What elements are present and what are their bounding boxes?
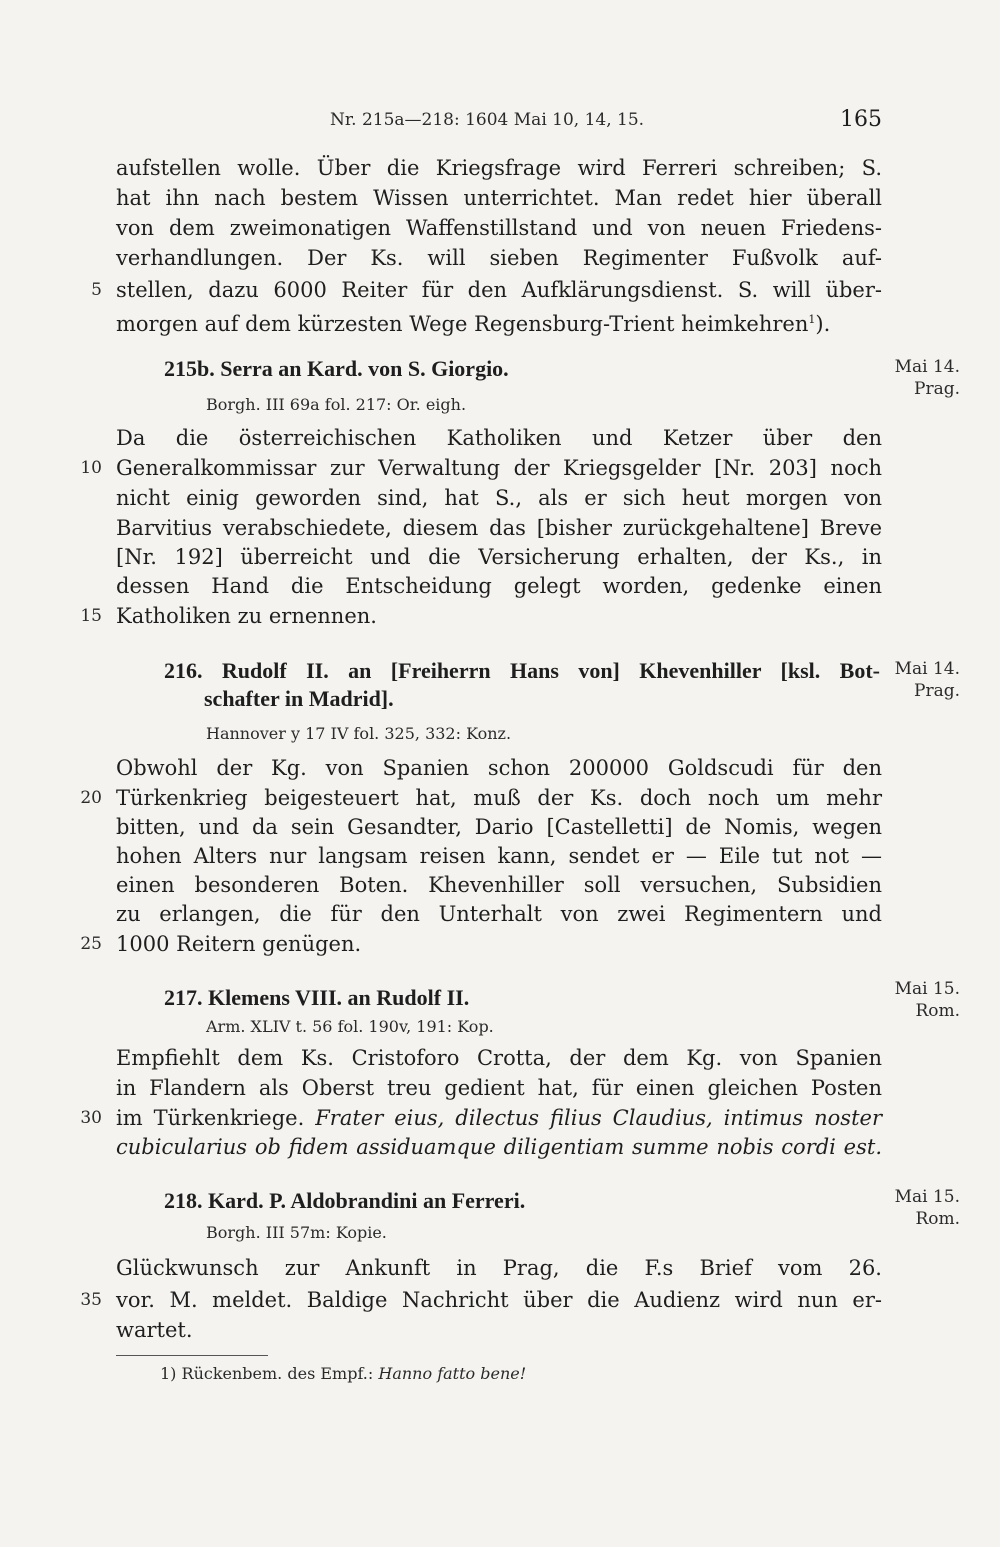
place-note: Rom.: [915, 1209, 960, 1229]
footnote-quote: Hanno fatto bene!: [378, 1364, 527, 1383]
source-citation: Borgh. III 57m: Kopie.: [206, 1223, 387, 1242]
line-number: 25: [80, 934, 102, 954]
document-heading-217: 217. Klemens VIII. an Rudolf II.: [164, 985, 470, 1010]
document-heading-216-cont: schafter in Madrid].: [204, 686, 394, 711]
date-note: Mai 14.: [894, 659, 960, 679]
text-line: Türkenkrieg beigesteuert hat, muß der Ks. doch noch um mehr: [116, 786, 882, 810]
text-line: wartet.: [116, 1318, 193, 1342]
text-line: vor. M. meldet. Baldige Nachricht über die Audienz wird nun er-: [116, 1288, 882, 1312]
text-line: von dem zweimonatigen Waffenstillstand und von neuen Friedens-: [116, 216, 882, 240]
text-line: aufstellen wolle. Über die Kriegsfrage wird Ferreri schreiben; S.: [116, 156, 882, 180]
date-note: Mai 14.: [894, 357, 960, 377]
footnote-reference: 1: [808, 313, 816, 326]
document-heading-218: 218. Kard. P. Aldobrandini an Ferreri.: [164, 1188, 526, 1213]
text-line: in Flandern als Oberst treu gedient hat, für einen gleichen Posten: [116, 1076, 882, 1100]
line-number: 35: [80, 1290, 102, 1310]
latin-quote: Frater eius, dilectus filius Claudius, intimus noster: [315, 1106, 882, 1130]
footnote-text: Rückenbem. des Empf.:: [181, 1364, 379, 1383]
text-line: [Nr. 192] überreicht und die Versicherung erhalten, der Ks., in: [116, 545, 882, 569]
text-line: nicht einig geworden sind, hat S., als er sich heut morgen von: [116, 486, 882, 510]
line-number: 10: [80, 458, 102, 478]
line-number: 5: [91, 280, 102, 300]
source-citation: Arm. XLIV t. 56 fol. 190v, 191: Kop.: [206, 1017, 494, 1036]
text-line: Generalkommissar zur Verwaltung der Kriegsgelder [Nr. 203] noch: [116, 456, 882, 480]
document-heading-215b: 215b. Serra an Kard. von S. Giorgio.: [164, 356, 509, 381]
place-note: Prag.: [914, 379, 960, 399]
text-line-content: morgen auf dem kürzesten Wege Regensburg-Trient heimkehren: [116, 312, 809, 336]
page-number: 165: [840, 107, 882, 132]
footnote-divider: [116, 1355, 268, 1356]
footnote: [160, 1363, 526, 1385]
text-line: Glückwunsch zur Ankunft in Prag, die F.s Brief vom 26.: [116, 1256, 882, 1280]
text-line-plain: im Türkenkriege.: [116, 1106, 316, 1130]
text-line: zu erlangen, die für den Unterhalt von zwei Regimentern und: [116, 902, 882, 926]
place-note: Prag.: [914, 681, 960, 701]
text-line: stellen, dazu 6000 Reiter für den Aufklärungsdienst. S. will über-: [116, 278, 882, 302]
text-line-end: ).: [815, 312, 831, 336]
line-number: 30: [80, 1108, 102, 1128]
line-number: 20: [80, 788, 102, 808]
text-line: Da die österreichischen Katholiken und Ketzer über den: [116, 426, 882, 450]
date-note: Mai 15.: [894, 1187, 960, 1207]
text-line: [116, 1104, 882, 1132]
text-line: dessen Hand die Entscheidung gelegt worden, gedenke einen: [116, 574, 882, 598]
text-line: Katholiken zu ernennen.: [116, 604, 377, 628]
source-citation: Hannover y 17 IV fol. 325, 332: Konz.: [206, 724, 512, 743]
text-line: einen besonderen Boten. Khevenhiller soll versuchen, Subsidien: [116, 873, 882, 897]
text-line: bitten, und da sein Gesandter, Dario [Castelletti] de Nomis, wegen: [116, 815, 882, 839]
text-line: Obwohl der Kg. von Spanien schon 200000 Goldscudi für den: [116, 756, 882, 780]
latin-quote: cubicularius ob fidem assiduamque diligentiam summe nobis cordi est.: [116, 1135, 882, 1159]
text-line: 1000 Reitern genügen.: [116, 932, 362, 956]
place-note: Rom.: [915, 1001, 960, 1021]
document-heading-216: 216. Rudolf II. an [Freiherrn Hans von] Khevenhiller [ksl. Bot-: [164, 658, 880, 683]
text-line: hohen Alters nur langsam reisen kann, sendet er — Eile tut not —: [116, 844, 882, 868]
footnote-marker: 1): [160, 1364, 177, 1383]
text-line: hat ihn nach bestem Wissen unterrichtet. Man redet hier überall: [116, 186, 882, 210]
running-title: Nr. 215a—218: 1604 Mai 10, 14, 15.: [330, 110, 645, 130]
line-number: 15: [80, 606, 102, 626]
date-note: Mai 15.: [894, 979, 960, 999]
source-citation: Borgh. III 69a fol. 217: Or. eigh.: [206, 395, 467, 414]
text-line: verhandlungen. Der Ks. will sieben Regimenter Fußvolk auf-: [116, 246, 882, 270]
text-line: Empfiehlt dem Ks. Cristoforo Crotta, der dem Kg. von Spanien: [116, 1046, 882, 1070]
text-line: [116, 306, 882, 338]
text-line: Barvitius verabschiedete, diesem das [bisher zurückgehaltene] Breve: [116, 516, 882, 540]
